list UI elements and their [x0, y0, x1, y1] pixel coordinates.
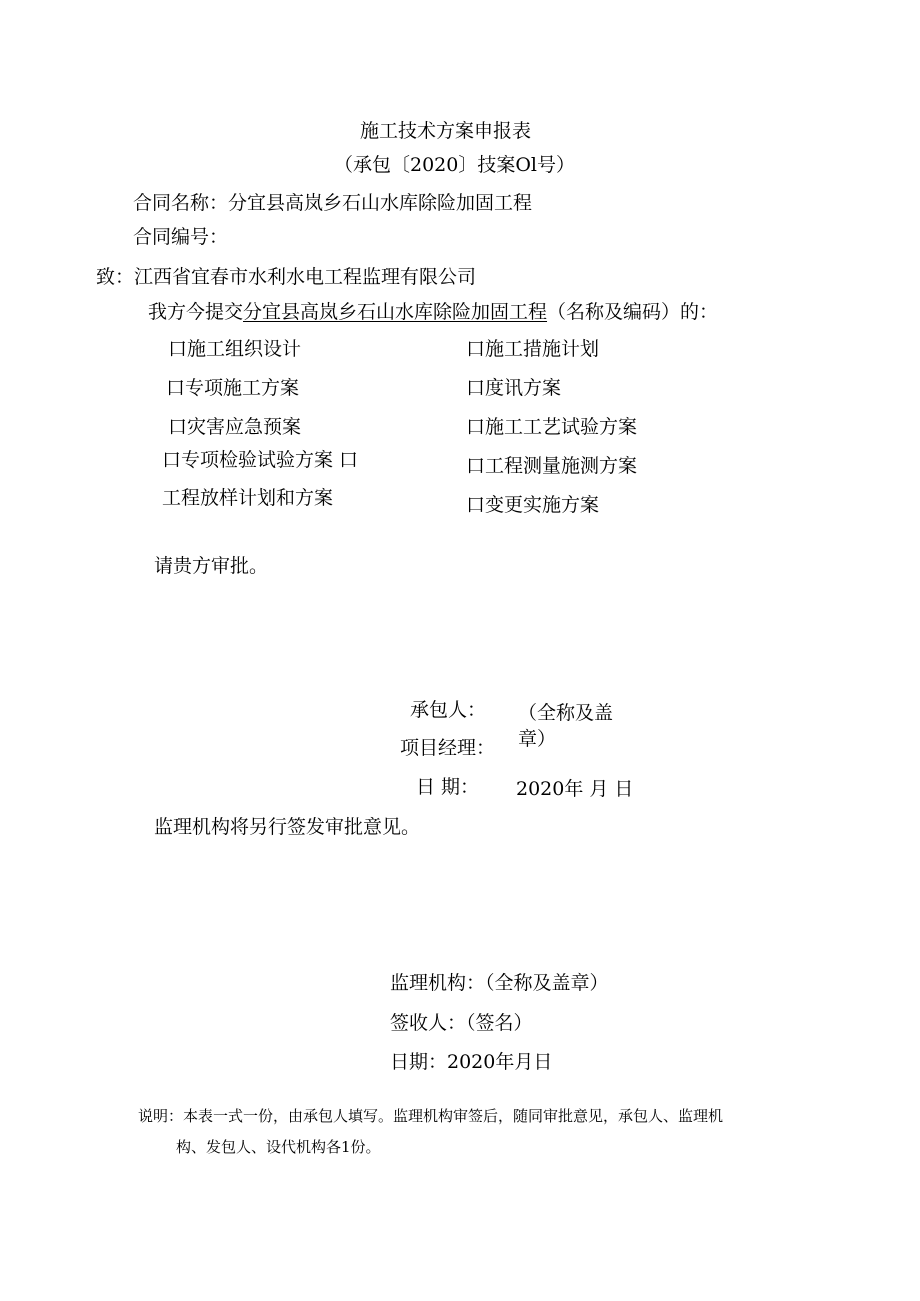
project-manager-label: 项目经理： [400, 737, 496, 759]
form-title: 施工技术方案申报表 [360, 120, 532, 142]
intro-suffix: （名称及编码）的： [547, 301, 719, 323]
option-special-plan: 口专项施工方案 [166, 377, 300, 399]
supervisor-receiver-line: 签收人：（签名） [390, 1012, 533, 1034]
option-change-plan: 口变更实施方案 [466, 494, 600, 516]
option-survey-plan: 口工程测量施测方案 [466, 455, 638, 477]
contractor-seal-note-2: 章） [518, 728, 557, 750]
approval-request: 请贵方审批。 [154, 555, 269, 577]
supervisor-org-line: 监理机构：（全称及盖章） [390, 972, 609, 994]
explanation-line-2: 构、发包人、设代机构各1份。 [176, 1138, 381, 1156]
contract-name-value: 分宜县高岚乡石山水库除险加固工程 [228, 192, 533, 214]
supervisor-note: 监理机构将另行签发审批意见。 [154, 816, 421, 838]
option-flood-plan: 口度讯方案 [466, 377, 562, 399]
contract-name-row [133, 194, 532, 213]
intro-prefix: 我方今提交 [148, 301, 244, 323]
option-inspection-test-plan: 口专项检验试验方案 口 [162, 449, 359, 471]
contract-number-label: 合同编号： [133, 226, 229, 248]
submission-intro [148, 303, 718, 322]
recipient-label: 致： [96, 266, 135, 288]
form-number: （承包〔2020〕技案Ol号） [334, 154, 576, 176]
option-measures-plan: 口施工措施计划 [466, 338, 600, 360]
contract-name-label: 合同名称： [133, 192, 229, 214]
contractor-label: 承包人： [410, 699, 487, 721]
contractor-seal-note-1: （全称及盖 [518, 702, 614, 724]
option-emergency-plan: 口灾害应急预案 [168, 416, 302, 438]
supervisor-date-line: 日期：2020年月日 [390, 1051, 553, 1073]
option-layout-plan: 工程放样计划和方案 [162, 487, 334, 509]
intro-project-name: 分宜县高岚乡石山水库除险加固工程 [243, 301, 548, 323]
option-process-test-plan: 口施工工艺试验方案 [466, 416, 638, 438]
explanation-line-1: 说明：本表一式一份，由承包人填写。监理机构审签后，随同审批意见，承包人、监理机 [138, 1107, 724, 1125]
recipient-row [96, 268, 476, 287]
contractor-date-value: 2020年 月 日 [516, 778, 634, 800]
option-construction-design: 口施工组织设计 [168, 338, 302, 360]
contractor-date-label: 日 期： [416, 776, 480, 798]
recipient-value: 江西省宜春市水利水电工程监理有限公司 [134, 266, 477, 288]
